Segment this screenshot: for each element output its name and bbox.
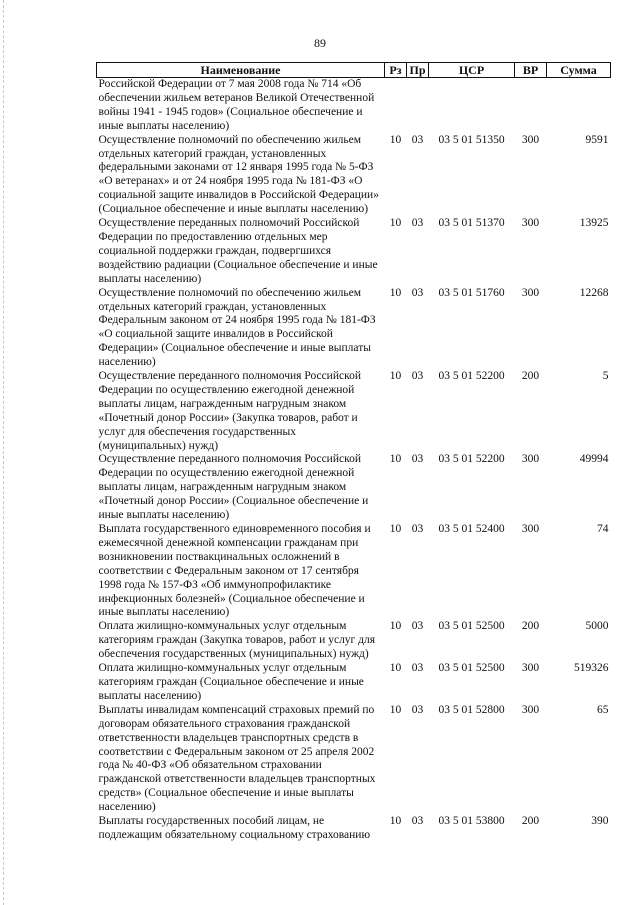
cell-vr: 300 bbox=[521, 286, 540, 299]
cell-rz bbox=[385, 78, 407, 134]
table-row bbox=[97, 134, 611, 217]
cell-name: Осуществление переданного полномочия Российской Федерации по осуществлению ежегодной денежной выплаты лицам, награжденным нагрудным знаком «Почетный донор России» (Социальное обеспечение и иные выплаты населению) bbox=[98, 453, 369, 522]
header-vr: ВР bbox=[515, 63, 547, 78]
header-pr: Пр bbox=[407, 63, 429, 78]
cell-vr bbox=[515, 78, 547, 134]
table-row bbox=[97, 78, 611, 134]
cell-pr: 03 bbox=[411, 815, 424, 828]
cell-csr: 03 5 01 52200 bbox=[438, 453, 505, 466]
cell-rz: 10 bbox=[389, 133, 402, 146]
cell-csr: 03 5 01 51760 bbox=[438, 286, 505, 299]
cell-vr: 300 bbox=[521, 133, 540, 146]
cell-vr: 300 bbox=[521, 523, 540, 535]
cell-sum: 9591 bbox=[585, 133, 609, 146]
cell-name: Осуществление полномочий по обеспечению жильем отдельных категорий граждан, установленных федеральными законами от 12 января 1995 года № 5-ФЗ «О ветеранах» и от 24 ноября 1995 года № 181-ФЗ «О социальной защите инвалидов в Российской Федерации» (Социальное обеспечение и иные выплаты населению) bbox=[98, 133, 379, 216]
cell-name: Выплаты государственных пособий лицам, не подлежащим обязательному социальному страхованию bbox=[98, 815, 371, 841]
cell-vr: 300 bbox=[521, 453, 540, 466]
cell-pr: 03 bbox=[411, 523, 424, 535]
cell-sum: 13925 bbox=[579, 217, 609, 230]
cell-rz: 10 bbox=[389, 523, 402, 535]
table-row bbox=[97, 662, 611, 704]
cell-name: Оплата жилищно-коммунальных услуг отдельным категориям граждан (Социальное обеспечение и иные выплаты населению) bbox=[98, 662, 364, 702]
cell-sum: 74 bbox=[597, 523, 609, 535]
cell-pr: 03 bbox=[411, 662, 424, 675]
cell-name: Выплата государственного единовременного пособия и ежемесячной денежной компенсации гражданам при возникновении поствакцинальных осложнений в соответствии с Федеральным законом от 17 сентября 1998 года № 157-ФЗ «Об иммунопрофилактике инфекционных болезней» (Социальное обеспечение и иные выплаты населению) bbox=[98, 523, 371, 619]
cell-pr bbox=[407, 78, 429, 134]
cell-sum: 12268 bbox=[579, 286, 609, 299]
table-row bbox=[97, 704, 611, 815]
cell-csr: 03 5 01 52200 bbox=[438, 370, 505, 383]
cell-sum: 5000 bbox=[585, 620, 609, 633]
cell-name: Осуществление полномочий по обеспечению жильем отдельных категорий граждан, установленных Федеральным законом от 24 ноября 1995 года № 181-ФЗ «О социальной защите инвалидов в Российской Федерации» (Социальное обеспечение и иные выплаты населению) bbox=[98, 286, 376, 369]
cell-rz: 10 bbox=[389, 620, 402, 633]
cell-sum: 65 bbox=[597, 703, 609, 716]
table-row bbox=[97, 815, 611, 843]
scan-edge bbox=[3, 0, 5, 905]
header-rz: Рз bbox=[385, 63, 407, 78]
budget-table bbox=[96, 62, 611, 843]
table-body bbox=[97, 78, 611, 843]
cell-rz: 10 bbox=[389, 217, 402, 230]
table-row bbox=[97, 620, 611, 662]
cell-csr: 03 5 01 52400 bbox=[438, 523, 505, 535]
cell-pr: 03 bbox=[411, 370, 424, 383]
cell-csr: 03 5 01 53800 bbox=[438, 815, 505, 828]
cell-rz: 10 bbox=[389, 286, 402, 299]
cell-vr: 200 bbox=[521, 815, 540, 828]
cell-pr: 03 bbox=[411, 133, 424, 146]
table-row bbox=[97, 287, 611, 370]
cell-name: Оплата жилищно-коммунальных услуг отдельным категориям граждан (Закупка товаров, работ и услуг для обеспечения государственных (муниципальных) нужд) bbox=[98, 620, 376, 661]
table-row bbox=[97, 370, 611, 453]
header-name: Наименование bbox=[97, 63, 385, 78]
table-row bbox=[97, 217, 611, 287]
cell-rz: 10 bbox=[389, 815, 402, 828]
cell-name: Осуществление переданного полномочия Российской Федерации по осуществлению ежегодной денежной выплаты лицам, награжденным нагрудным знаком «Почетный донор России» (Закупка товаров, работ и услуг для обеспечения государственных (муниципальных) нужд) bbox=[98, 370, 362, 452]
cell-csr: 03 5 01 51370 bbox=[438, 217, 505, 230]
cell-vr: 200 bbox=[521, 620, 540, 633]
cell-rz: 10 bbox=[389, 703, 402, 716]
page-number: 89 bbox=[314, 36, 326, 50]
cell-pr: 03 bbox=[411, 217, 424, 230]
table-header-row bbox=[97, 63, 611, 78]
cell-rz: 10 bbox=[389, 370, 402, 383]
cell-pr: 03 bbox=[411, 286, 424, 299]
cell-vr: 300 bbox=[521, 703, 540, 716]
cell-sum bbox=[547, 78, 611, 134]
cell-vr: 200 bbox=[521, 370, 540, 383]
cell-csr: 03 5 01 52500 bbox=[438, 662, 505, 675]
cell-name: Российской Федерации от 7 мая 2008 года № 714 «Об обеспечении жильем ветеранов Великой Отечественной войны 1941 - 1945 годов» (Социальное обеспечение и иные выплаты населению) bbox=[98, 78, 375, 132]
cell-sum: 49994 bbox=[579, 453, 609, 466]
cell-sum: 5 bbox=[602, 370, 609, 383]
table-row bbox=[97, 523, 611, 620]
cell-sum: 519326 bbox=[574, 662, 609, 675]
cell-csr: 03 5 01 51350 bbox=[438, 133, 505, 146]
cell-vr: 300 bbox=[521, 662, 540, 675]
cell-vr: 300 bbox=[521, 217, 540, 230]
header-csr: ЦСР bbox=[429, 63, 515, 78]
cell-csr bbox=[429, 78, 515, 134]
cell-rz: 10 bbox=[389, 453, 402, 466]
table-row bbox=[97, 453, 611, 523]
cell-name: Выплаты инвалидам компенсаций страховых премий по договорам обязательного страхования гражданской ответственности владельцев транспортных средств в соответствии с Федеральным законом от 25 апреля 2002 года № 40-ФЗ «Об обязательном страховании гражданской ответственности владельцев транспортных средств» (Социальное обеспечение и иные выплаты населению) bbox=[98, 703, 376, 814]
cell-csr: 03 5 01 52500 bbox=[438, 620, 505, 633]
cell-name: Осуществление переданных полномочий Российской Федерации по предоставлению отдельных мер социальной поддержки граждан, подвергшихся воздействию радиации (Социальное обеспечение и иные выплаты населению) bbox=[98, 217, 378, 285]
cell-rz: 10 bbox=[389, 662, 402, 675]
cell-pr: 03 bbox=[411, 703, 424, 716]
cell-sum: 390 bbox=[591, 815, 609, 828]
cell-pr: 03 bbox=[411, 620, 424, 633]
cell-pr: 03 bbox=[411, 453, 424, 466]
cell-csr: 03 5 01 52800 bbox=[438, 703, 505, 716]
header-sum: Сумма bbox=[547, 63, 611, 78]
